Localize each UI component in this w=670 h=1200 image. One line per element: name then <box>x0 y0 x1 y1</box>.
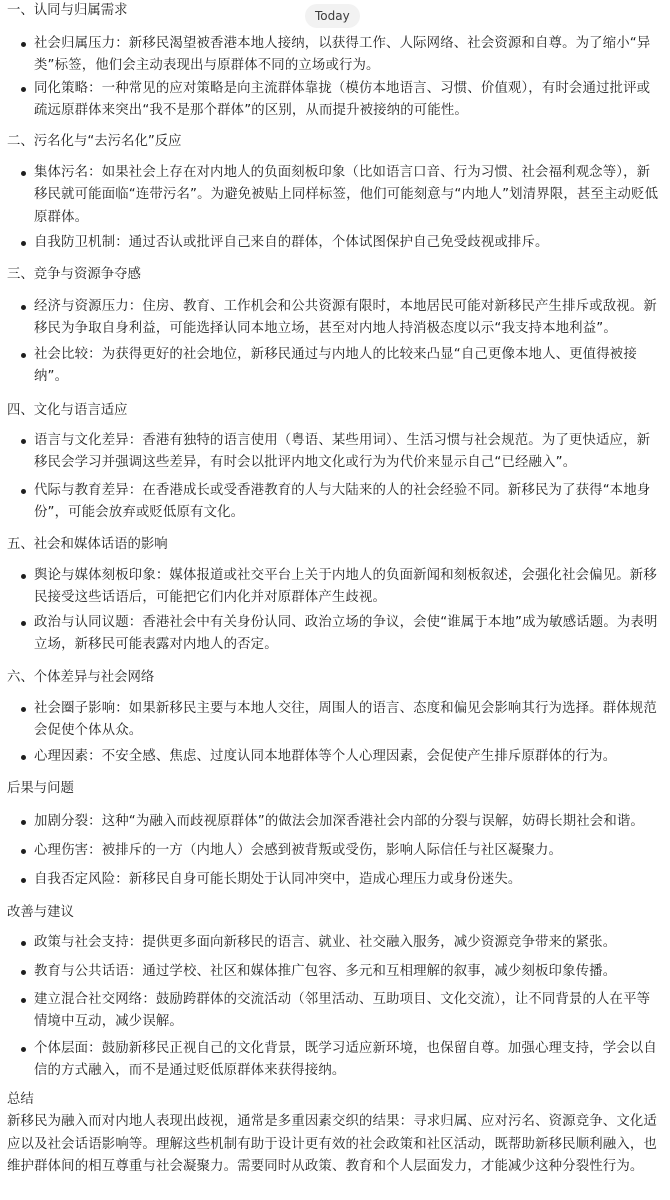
bullet-icon <box>21 878 26 883</box>
bullet-list <box>7 698 659 743</box>
list-item <box>7 33 659 78</box>
section-heading: 三、竞争与资源争夺感 <box>7 267 141 282</box>
bullet-icon <box>21 941 26 946</box>
section-heading: 六、个体差异与社会网络 <box>7 670 155 685</box>
list-item-text: 建立混合社交网络：鼓励跨群体的交流活动（邻里活动、互助项目、文化交流），让不同背景的人在平等情境中互动，减少误解。 <box>34 992 651 1030</box>
section <box>7 902 659 924</box>
bullet-icon <box>21 849 26 854</box>
section <box>7 667 659 689</box>
bullet-list <box>7 162 659 229</box>
bullet-icon <box>21 998 26 1003</box>
list-item <box>7 565 659 610</box>
list-item <box>7 698 659 743</box>
section-heading: 改善与建议 <box>7 905 74 920</box>
list-item <box>7 869 659 891</box>
list-item <box>7 746 659 768</box>
section <box>7 264 659 286</box>
list-item-text: 经济与资源压力：住房、教育、工作机会和公共资源有限时，本地居民可能对新移民产生排斥或敌视。新移民为争取自身利益，可能选择认同本地立场，甚至对内地人持消极态度以示“我支持本地利益”。 <box>34 299 657 337</box>
section <box>7 131 659 153</box>
list-item <box>7 78 659 123</box>
summary-text: 新移民为融入而对内地人表现出歧视，通常是多重因素交织的结果：寻求归属、应对污名、资源竞争、文化适应以及社会话语影响等。理解这些机制有助于设计更有效的社会政策和社区活动，既帮助新移民顺利融入，也维护群体间的相互尊重与社会凝聚力。需要同时从政策、教育和个人层面发力，才能减少这种分裂性行为。 <box>7 1114 657 1175</box>
today-badge: Today <box>305 4 360 28</box>
bullet-list <box>7 430 659 475</box>
list-item-text: 语言与文化差异：香港有独特的语言使用（粤语、某些用词）、生活习惯与社会规范。为了更快适应，新移民会学习并强调这些差异，有时会以批评内地文化或行为为代价来显示自己“已经融入”。 <box>34 433 651 471</box>
list-item-text: 教育与公共话语：通过学校、社区和媒体推广包容、多元和互相理解的叙事，减少刻板印象传播。 <box>34 964 617 979</box>
bullet-list <box>7 296 659 341</box>
list-item <box>7 989 659 1034</box>
list-item <box>7 932 659 954</box>
list-item-text: 个体层面：鼓励新移民正视自己的文化背景，既学习适应新环境，也保留自尊。加强心理支持，学会以自信的方式融入，而不是通过贬低原群体来获得接纳。 <box>34 1041 657 1079</box>
list-item <box>7 430 659 475</box>
list-item <box>7 296 659 341</box>
list-item <box>7 232 659 254</box>
bullet-icon <box>21 489 26 494</box>
bullet-icon <box>21 621 26 626</box>
section-heading: 五、社会和媒体话语的影响 <box>7 537 168 552</box>
bullet-list <box>7 989 659 1034</box>
list-item-text: 自我否定风险：新移民自身可能长期处于认同冲突中，造成心理压力或身份迷失。 <box>34 872 522 887</box>
bullet-icon <box>21 439 26 444</box>
bullet-list <box>7 232 659 254</box>
list-item <box>7 344 659 389</box>
list-item-text: 加剧分裂：这种“为融入而歧视原群体”的做法会加深香港社会内部的分裂与误解，妨碍长期社会和谐。 <box>34 814 644 829</box>
bullet-list <box>7 344 659 389</box>
list-item-text: 社会归属压力：新移民渴望被香港本地人接纳，以获得工作、人际网络、社会资源和自尊。为了缩小“异类”标签，他们会主动表现出与原群体不同的立场或行为。 <box>34 36 651 74</box>
list-item-text: 社会比较：为获得更好的社会地位，新移民通过与内地人的比较来凸显“自己更像本地人、更值得被接纳”。 <box>34 347 637 385</box>
section-heading: 四、文化与语言适应 <box>7 403 128 418</box>
bullet-list <box>7 961 659 983</box>
section <box>7 400 659 422</box>
list-item-text: 代际与教育差异：在香港成长或受香港教育的人与大陆来的人的社会经验不同。新移民为了获得“本地身份”，可能会放弃或贬低原有文化。 <box>34 483 651 521</box>
bullet-icon <box>21 970 26 975</box>
list-item-text: 政策与社会支持：提供更多面向新移民的语言、就业、社交融入服务，减少资源竞争带来的紧张。 <box>34 935 617 950</box>
list-item <box>7 162 659 229</box>
bullet-icon <box>21 171 26 176</box>
bullet-list <box>7 33 659 78</box>
section-heading: 二、污名化与“去污名化”反应 <box>7 134 182 149</box>
list-item <box>7 1038 659 1083</box>
bullet-list <box>7 612 659 657</box>
list-item <box>7 480 659 525</box>
list-item-text: 自我防卫机制：通过否认或批评自己来自的群体，个体试图保护自己免受歧视或排斥。 <box>34 235 549 250</box>
list-item-text: 社会圈子影响：如果新移民主要与本地人交往，周围人的语言、态度和偏见会影响其行为选择。群体规范会促使个体从众。 <box>34 701 657 739</box>
section-heading: 一、认同与归属需求 <box>7 3 128 18</box>
bullet-list <box>7 480 659 525</box>
list-item-text: 心理因素：不安全感、焦虑、过度认同本地群体等个人心理因素，会促使产生排斥原群体的行为。 <box>34 749 617 764</box>
bullet-list <box>7 811 659 833</box>
list-item-text: 集体污名：如果社会上存在对内地人的负面刻板印象（比如语言口音、行为习惯、社会福利观念等），新移民就可能面临“连带污名”。为避免被贴上同样标签，他们可能刻意与“内地人”划清界限，甚至主动贬低原群体。 <box>34 165 659 225</box>
list-item <box>7 612 659 657</box>
bullet-list <box>7 1038 659 1083</box>
list-item-text: 同化策略：一种常见的应对策略是向主流群体靠拢（模仿本地语言、习惯、价值观），有时会通过批评或疏远原群体来突出“我不是那个群体”的区别，从而提升被接纳的可能性。 <box>34 81 651 119</box>
bullet-icon <box>21 1047 26 1052</box>
bullet-icon <box>21 353 26 358</box>
bullet-icon <box>21 42 26 47</box>
bullet-icon <box>21 241 26 246</box>
bullet-icon <box>21 707 26 712</box>
list-item <box>7 961 659 983</box>
bullet-icon <box>21 574 26 579</box>
list-item <box>7 840 659 862</box>
bullet-list <box>7 78 659 123</box>
summary-section <box>7 1089 659 1179</box>
bullet-icon <box>21 755 26 760</box>
section <box>7 0 659 22</box>
summary-heading: 总结 <box>7 1092 34 1107</box>
bullet-list <box>7 840 659 862</box>
list-item-text: 心理伤害：被排斥的一方（内地人）会感到被背叛或受伤，影响人际信任与社区凝聚力。 <box>34 843 563 858</box>
bullet-list <box>7 565 659 610</box>
bullet-list <box>7 869 659 891</box>
list-item-text: 舆论与媒体刻板印象：媒体报道或社交平台上关于内地人的负面新闻和刻板叙述，会强化社会偏见。新移民接受这些话语后，可能把它们内化并对原群体产生歧视。 <box>34 568 657 606</box>
bullet-icon <box>21 87 26 92</box>
bullet-icon <box>21 820 26 825</box>
bullet-icon <box>21 305 26 310</box>
section-heading: 后果与问题 <box>7 781 74 796</box>
bullet-list <box>7 932 659 954</box>
list-item <box>7 811 659 833</box>
section <box>7 534 659 556</box>
list-item-text: 政治与认同议题：香港社会中有关身份认同、政治立场的争议，会使“谁属于本地”成为敏感话题。为表明立场，新移民可能表露对内地人的否定。 <box>34 615 658 653</box>
section <box>7 778 659 800</box>
bullet-list <box>7 746 659 768</box>
